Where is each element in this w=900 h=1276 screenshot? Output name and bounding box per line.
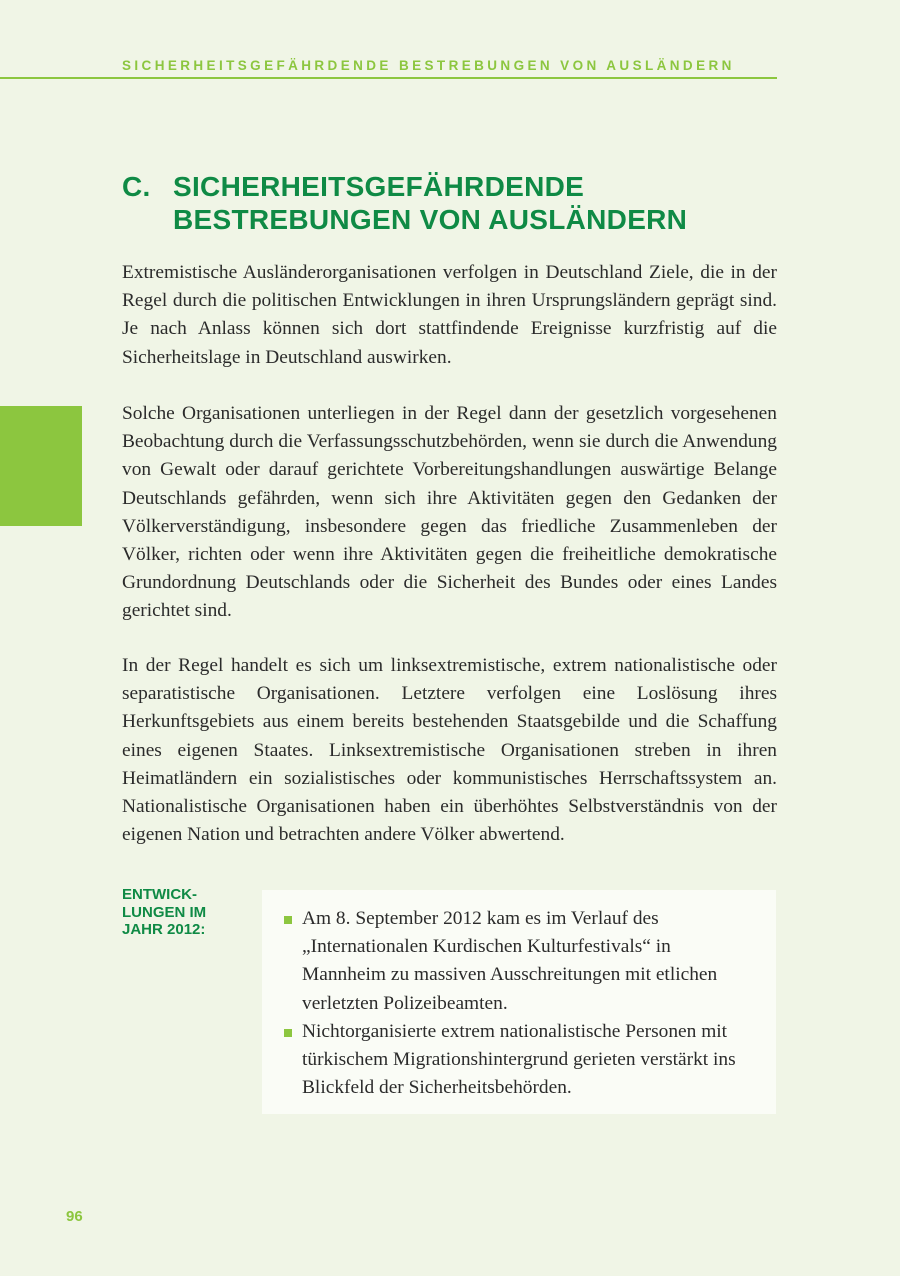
chapter-title: [122, 170, 687, 236]
margin-label-line: ENTWICK-: [122, 886, 197, 903]
margin-label-line: LUNGEN IM: [122, 903, 207, 921]
chapter-title-line2: BESTREBUNGEN VON AUSLÄNDERN: [173, 204, 688, 235]
chapter-number: C.: [122, 171, 151, 202]
header-rule: [0, 77, 777, 79]
developments-margin-label: [122, 886, 252, 939]
list-item-text: Nichtorganisierte extrem nationalistische Personen mit türkischem Migrationshintergrund gerieten verstärkt ins Blickfeld der Sicherheitsbehörden.: [302, 1020, 736, 1099]
organisation-types-paragraph: In der Regel handelt es sich um linksextremistische, extrem nationalistische oder separatistische Organisationen. Letztere verfolgen eine Loslösung ihres Herkunftsgebiets aus einem bereits bestehenden Staatsgebilde und die Schaffung eines eigenen Staates. Linksextremistische Organisationen streben in ihren Heimatländern ein sozialistisches oder kommunistisches Herrschaftssystem an. Nationalistische Organisationen haben ein überhöhtes Selbstverständnis von der eigenen Nation und betrachten andere Völker abwertend.: [122, 655, 777, 846]
page-number: 96: [66, 1208, 83, 1225]
developments-list: [284, 905, 756, 1102]
intro-paragraph: Extremistische Ausländerorganisationen verfolgen in Deutschland Ziele, die in der Regel durch die politischen Entwicklungen in ihren Ursprungsländern geprägt sind. Je nach Anlass können sich dort stattfindende Ereignisse kurzfristig auf die Sicherheitslage in Deutschland auswirken.: [122, 262, 777, 368]
list-item-text: Am 8. September 2012 kam es im Verlauf des „Internationalen Kurdischen Kulturfestivals“ in Mannheim zu massiven Ausschreitungen mit etlichen verletzten Polizeibeamten.: [302, 908, 718, 1014]
developments-box: [262, 890, 776, 1114]
square-bullet-icon: [284, 916, 292, 924]
chapter-side-tab: [0, 406, 82, 526]
running-header: SICHERHEITSGEFÄHRDENDE BESTREBUNGEN VON AUSLÄNDERN: [122, 58, 735, 73]
chapter-title-line1: SICHERHEITSGEFÄHRDENDE: [173, 171, 585, 202]
observation-paragraph: Solche Organisationen unterliegen in der Regel dann der gesetzlich vorgesehenen Beobachtung durch die Verfassungsschutzbehörden, wenn sie durch die Anwendung von Gewalt oder darauf gerichtete Vorbereitungshandlungen auswärtige Belange Deutschlands gefährden, wenn sich ihre Aktivitäten gegen den Gedanken der Völkerverständigung, insbesondere gegen das friedliche Zusammenleben der Völker, richten oder wenn ihre Aktivitäten gegen die freiheitliche demokratische Grundordnung Deutschlands oder die Sicherheit des Bundes oder eines Landes gerichtet sind.: [122, 403, 777, 622]
list-item: [284, 1018, 756, 1103]
list-item: [284, 905, 756, 1018]
margin-label-line: JAHR 2012:: [122, 921, 206, 938]
square-bullet-icon: [284, 1029, 292, 1037]
